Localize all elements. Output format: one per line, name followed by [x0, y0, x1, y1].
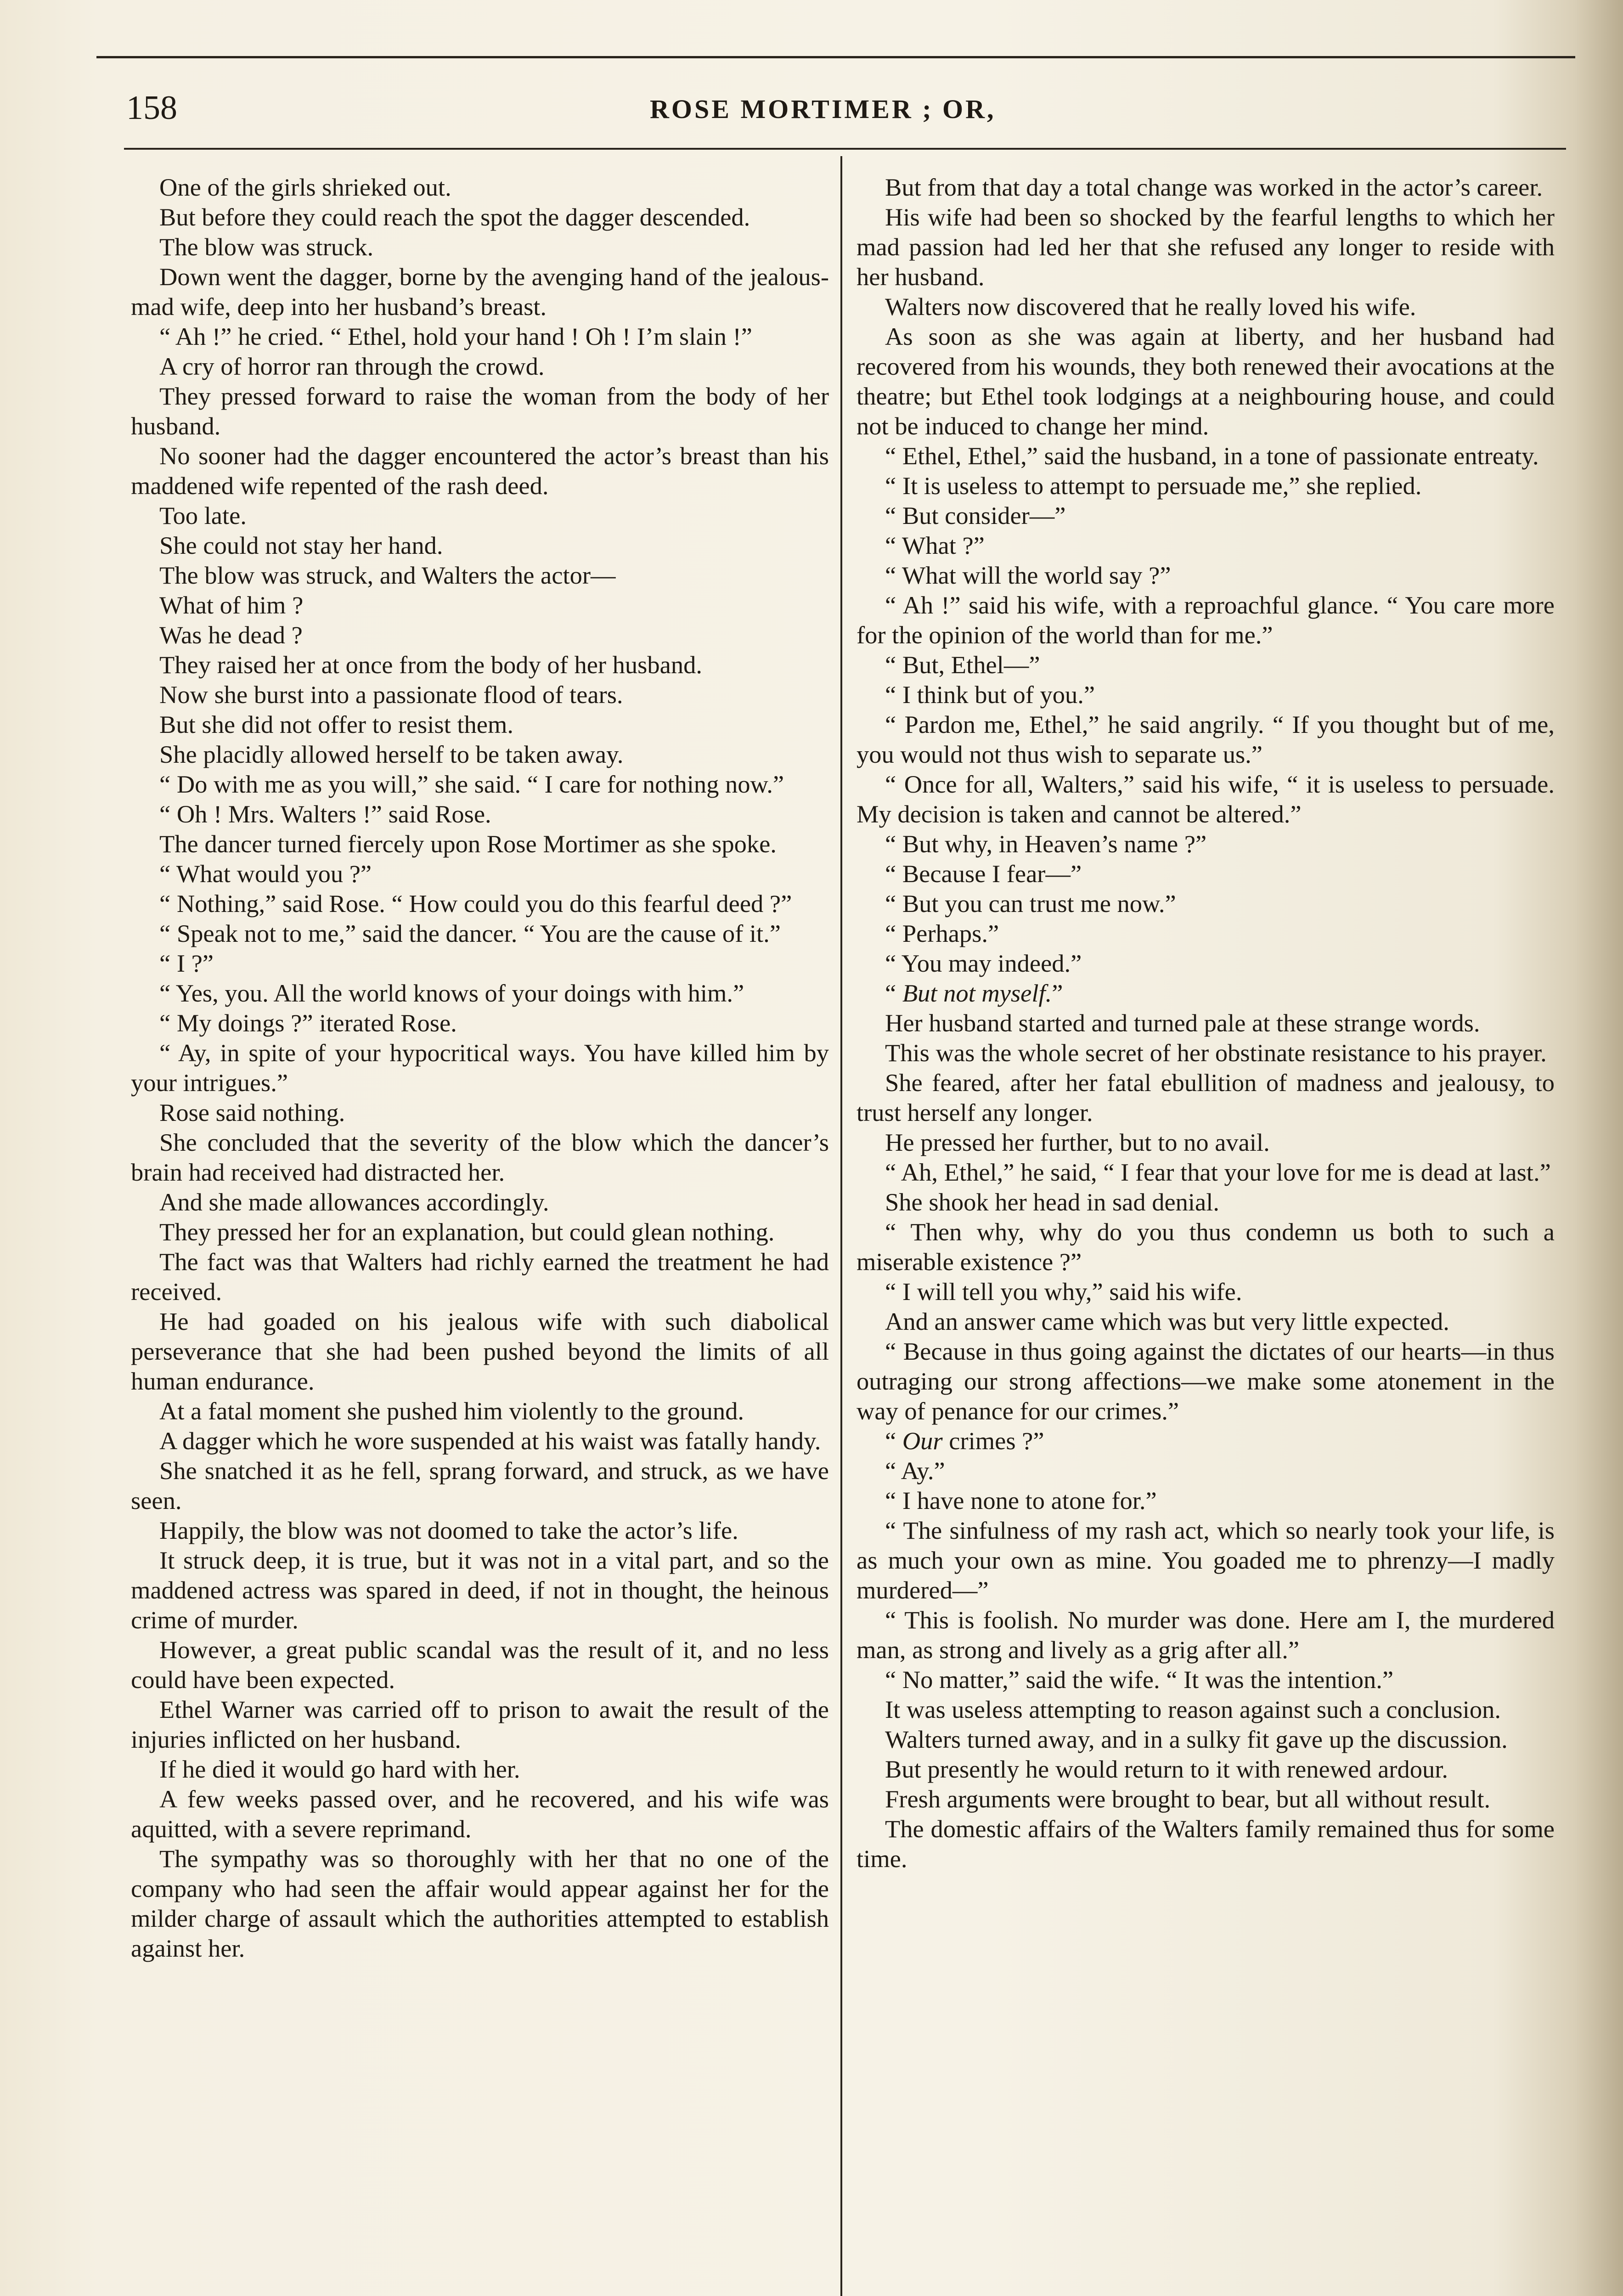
page-number: 158 — [126, 89, 177, 127]
paragraph: The blow was struck. — [159, 233, 374, 261]
paragraph: “ Pardon me, Ethel,” he said angrily. “ If you thought but of me, you would not thus wish to separate us.” — [857, 710, 1555, 768]
paragraph: “ Because in thus going against the dictates of our hearts—in thus outraging our strong affections—we make some atonement in the way of penance for our crimes.” — [857, 1337, 1555, 1425]
paragraph: “ The sinfulness of my rash act, which so nearly took your life, is as much your own as mine. You goaded me to phrenzy—I madly murdered—” — [857, 1516, 1555, 1604]
paragraph: “ Perhaps.” — [885, 919, 999, 947]
paragraph: They pressed her for an explanation, but could glean nothing. — [159, 1218, 775, 1246]
paragraph: “ I ?” — [159, 949, 214, 977]
paragraph: Too late. — [159, 501, 247, 529]
paragraph: A cry of horror ran through the crowd. — [159, 352, 545, 380]
paragraph: And an answer came which was but very little expected. — [885, 1307, 1449, 1335]
paragraph: One of the girls shrieked out. — [159, 173, 451, 201]
paragraph: No sooner had the dagger encountered the actor’s breast than his maddened wife repented of the rash deed. — [131, 442, 829, 500]
paragraph: Ethel Warner was carried off to prison to await the result of the injuries inflicted on her husband. — [131, 1695, 829, 1753]
paragraph: But from that day a total change was worked in the actor’s career. — [885, 173, 1543, 201]
paragraph: Her husband started and turned pale at these strange words. — [885, 1009, 1480, 1037]
paragraph: “ But consider—” — [885, 501, 1066, 529]
paragraph: She feared, after her fatal ebullition of madness and jealousy, to trust herself any longer. — [857, 1069, 1555, 1126]
paragraph: “ What ?” — [885, 531, 985, 559]
paragraph: The sympathy was so thoroughly with her that no one of the company who had seen the affair would appear against her for the milder charge of assault which the authorities attempted to establish against her. — [131, 1845, 829, 1962]
paragraph: As soon as she was again at liberty, and her husband had recovered from his wounds, they both renewed their avocations at the theatre; but Ethel took lodgings at a neighbouring house, and could not be induced to change her mind. — [857, 322, 1555, 440]
paragraph: This was the whole secret of her obstinate resistance to his prayer. — [885, 1039, 1547, 1067]
paragraph: “ I will tell you why,” said his wife. — [885, 1277, 1242, 1306]
paragraph: It was useless attempting to reason against such a conclusion. — [885, 1695, 1501, 1723]
paragraph: “ You may indeed.” — [885, 949, 1082, 977]
paragraph: The blow was struck, and Walters the actor— — [159, 561, 616, 589]
paragraph: “ Once for all, Walters,” said his wife, “ it is useless to persuade. My decision is taken and cannot be altered.” — [857, 770, 1555, 828]
paragraph: If he died it would go hard with her. — [159, 1755, 520, 1783]
paragraph: “ Ethel, Ethel,” said the husband, in a tone of passionate entreaty. — [885, 442, 1539, 470]
paragraph: A dagger which he wore suspended at his waist was fatally handy. — [159, 1427, 821, 1455]
paragraph: The domestic affairs of the Walters family remained thus for some time. — [857, 1815, 1555, 1873]
paragraph: “ Our crimes ?” — [885, 1427, 1044, 1455]
paragraph: “ No matter,” said the wife. “ It was the intention.” — [885, 1666, 1394, 1694]
paragraph: They raised her at once from the body of her husband. — [159, 651, 702, 679]
paragraph: They pressed forward to raise the woman from the body of her husband. — [131, 382, 829, 440]
paragraph: “ Then why, why do you thus condemn us both to such a miserable existence ?” — [857, 1218, 1555, 1276]
paragraph: But presently he would return to it with renewed ardour. — [885, 1755, 1448, 1783]
paragraph: Fresh arguments were brought to bear, but all without result. — [885, 1785, 1491, 1813]
page-header — [126, 85, 1568, 135]
paragraph: Happily, the blow was not doomed to take the actor’s life. — [159, 1516, 738, 1544]
paragraph: He pressed her further, but to no avail. — [885, 1128, 1270, 1156]
paragraph: “ But why, in Heaven’s name ?” — [885, 830, 1207, 858]
header-rule — [124, 148, 1566, 150]
paragraph: She shook her head in sad denial. — [885, 1188, 1220, 1216]
paragraph: Was he dead ? — [159, 621, 303, 649]
paragraph: “ Ay.” — [885, 1457, 945, 1485]
paragraph: It struck deep, it is true, but it was not in a vital part, and so the maddened actress was spared in deed, if not in thought, the heinous crime of murder. — [131, 1546, 829, 1634]
paragraph: His wife had been so shocked by the fearful lengths to which her mad passion had led her that she refused any longer to reside with her husband. — [857, 203, 1555, 291]
paragraph: He had goaded on his jealous wife with such diabolical perseverance that she had been pushed beyond the limits of all human endurance. — [131, 1307, 829, 1395]
left-text-column — [131, 172, 829, 2296]
right-text-column — [857, 172, 1555, 2296]
paragraph: “ I think but of you.” — [885, 681, 1095, 709]
paragraph: “ Ah, Ethel,” he said, “ I fear that your love for me is dead at last.” — [885, 1158, 1551, 1186]
paragraph: “ What would you ?” — [159, 860, 372, 888]
paragraph: She snatched it as he fell, sprang forward, and struck, as we have seen. — [131, 1457, 829, 1514]
paragraph: “ But, Ethel—” — [885, 651, 1040, 679]
paragraph: Rose said nothing. — [159, 1098, 345, 1126]
top-rule — [96, 56, 1575, 58]
paragraph: “ My doings ?” iterated Rose. — [159, 1009, 457, 1037]
paragraph: At a fatal moment she pushed him violently to the ground. — [159, 1397, 744, 1425]
paragraph: Walters now discovered that he really loved his wife. — [885, 293, 1416, 321]
column-divider — [840, 156, 842, 2296]
paragraph: “ I have none to atone for.” — [885, 1486, 1157, 1514]
paragraph: But before they could reach the spot the dagger descended. — [159, 203, 750, 231]
paragraph: “ Because I fear—” — [885, 860, 1082, 888]
paragraph: “ It is useless to attempt to persuade me,” she replied. — [885, 472, 1422, 500]
paragraph: “ Speak not to me,” said the dancer. “ You are the cause of it.” — [159, 919, 781, 947]
paragraph: And she made allowances accordingly. — [159, 1188, 549, 1216]
paragraph: “ Ah !” said his wife, with a reproachful glance. “ You care more for the opinion of the world than for me.” — [857, 591, 1555, 649]
paragraph: What of him ? — [159, 591, 304, 619]
paragraph: “ Do with me as you will,” she said. “ I care for nothing now.” — [159, 770, 784, 798]
paragraph: She could not stay her hand. — [159, 531, 443, 559]
paragraph: “ But you can trust me now.” — [885, 889, 1176, 917]
paragraph: “ But not myself.” — [885, 979, 1063, 1007]
paragraph: A few weeks passed over, and he recovered, and his wife was aquitted, with a severe reprimand. — [131, 1785, 829, 1843]
paragraph: The dancer turned fiercely upon Rose Mortimer as she spoke. — [159, 830, 777, 858]
paragraph: But she did not offer to resist them. — [159, 710, 513, 738]
paragraph: Now she burst into a passionate flood of tears. — [159, 681, 623, 709]
paragraph: She concluded that the severity of the blow which the dancer’s brain had received had distracted her. — [131, 1128, 829, 1186]
paragraph: The fact was that Walters had richly earned the treatment he had received. — [131, 1248, 829, 1306]
paragraph: “ Ah !” he cried. “ Ethel, hold your hand ! Oh ! I’m slain !” — [159, 322, 752, 350]
paragraph: She placidly allowed herself to be taken away. — [159, 740, 624, 768]
paragraph: “ Nothing,” said Rose. “ How could you do this fearful deed ?” — [159, 889, 792, 917]
paragraph: Walters turned away, and in a sulky fit gave up the discussion. — [885, 1725, 1508, 1753]
paragraph: “ This is foolish. No murder was done. Here am I, the murdered man, as strong and lively as a grig after all.” — [857, 1606, 1555, 1664]
running-title: ROSE MORTIMER ; OR, — [650, 94, 996, 124]
paragraph: “ Ay, in spite of your hypocritical ways. You have killed him by your intrigues.” — [131, 1039, 829, 1097]
paragraph: “ What will the world say ?” — [885, 561, 1171, 589]
paragraph: “ Oh ! Mrs. Walters !” said Rose. — [159, 800, 491, 828]
paragraph: “ Yes, you. All the world knows of your doings with him.” — [159, 979, 744, 1007]
paragraph: However, a great public scandal was the result of it, and no less could have been expected. — [131, 1636, 829, 1694]
paragraph: Down went the dagger, borne by the avenging hand of the jealous-mad wife, deep into her husband’s breast. — [131, 263, 829, 321]
